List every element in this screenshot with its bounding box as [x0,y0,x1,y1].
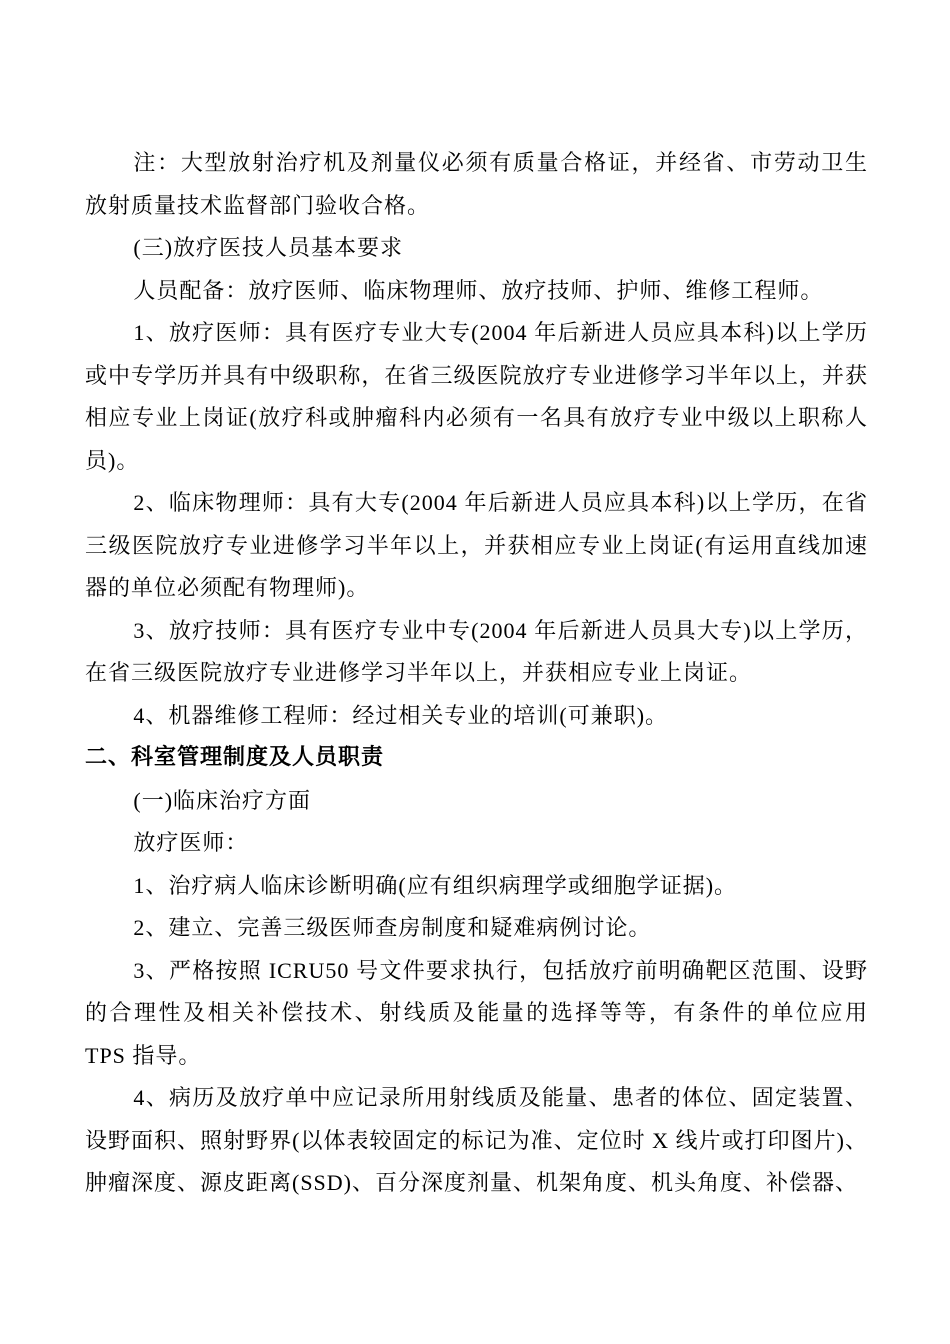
subsection-3-title: (三)放疗医技人员基本要求 [133,235,404,260]
note-paragraph: 注：大型放射治疗机及剂量仪必须有质量合格证，并经省、市劳动卫生放射质量技术监督部门验收合格。 [85,150,868,218]
duty-1-paragraph: 1、治疗病人临床诊断明确(应有组织病理学或细胞学证据)。 [133,872,738,898]
item-1-radiotherapy-physician: 1、放疗医师：具有医疗专业大专(2004 年后新进人员应具本科)以上学历或中专学历并具有中级职称，在省三级医院放疗专业进修学习半年以上，并获相应专业上岗证(放疗科或肿瘤科内必须有一名具有放疗专业中级以上职称人员)。 [85,320,868,473]
section-2-heading: 二、科室管理制度及人员职责 [85,745,385,770]
duty-3-paragraph: 3、严格按照 ICRU50 号文件要求执行，包括放疗前明确靶区范围、设野的合理性及相关补偿技术、射线质及能量的选择等等，有条件的单位应用 TPS 指导。 [85,957,868,1068]
duty-2-paragraph: 2、建立、完善三级医师查房制度和疑难病例讨论。 [133,915,652,940]
role-label-physician: 放疗医师： [133,830,249,855]
staffing-paragraph: 人员配备：放疗医师、临床物理师、放疗技师、护师、维修工程师。 [133,277,824,303]
subsection-1-title: (一)临床治疗方面 [133,787,312,813]
item-4-maintenance-engineer: 4、机器维修工程师：经过相关专业的培训(可兼职)。 [133,702,669,728]
item-2-clinical-physicist: 2、临床物理师：具有大专(2004 年后新进人员应具本科)以上学历，在省三级医院放疗专业进修学习半年以上，并获相应专业上岗证(有运用直线加速器的单位必须配有物理师)。 [85,490,868,600]
duty-4-paragraph: 4、病历及放疗单中应记录所用射线质及能量、患者的体位、固定装置、设野面积、照射野界(以体表较固定的标记为准、定位时 X 线片或打印图片)、肿瘤深度、源皮距离(SSD)、百分深度剂量、机架角度、机头角度、补偿器、 [85,1085,868,1195]
item-3-radiotherapy-technician: 3、放疗技师：具有医疗专业中专(2004 年后新进人员具大专)以上学历，在省三级医院放疗专业进修学习半年以上，并获相应专业上岗证。 [85,617,868,685]
